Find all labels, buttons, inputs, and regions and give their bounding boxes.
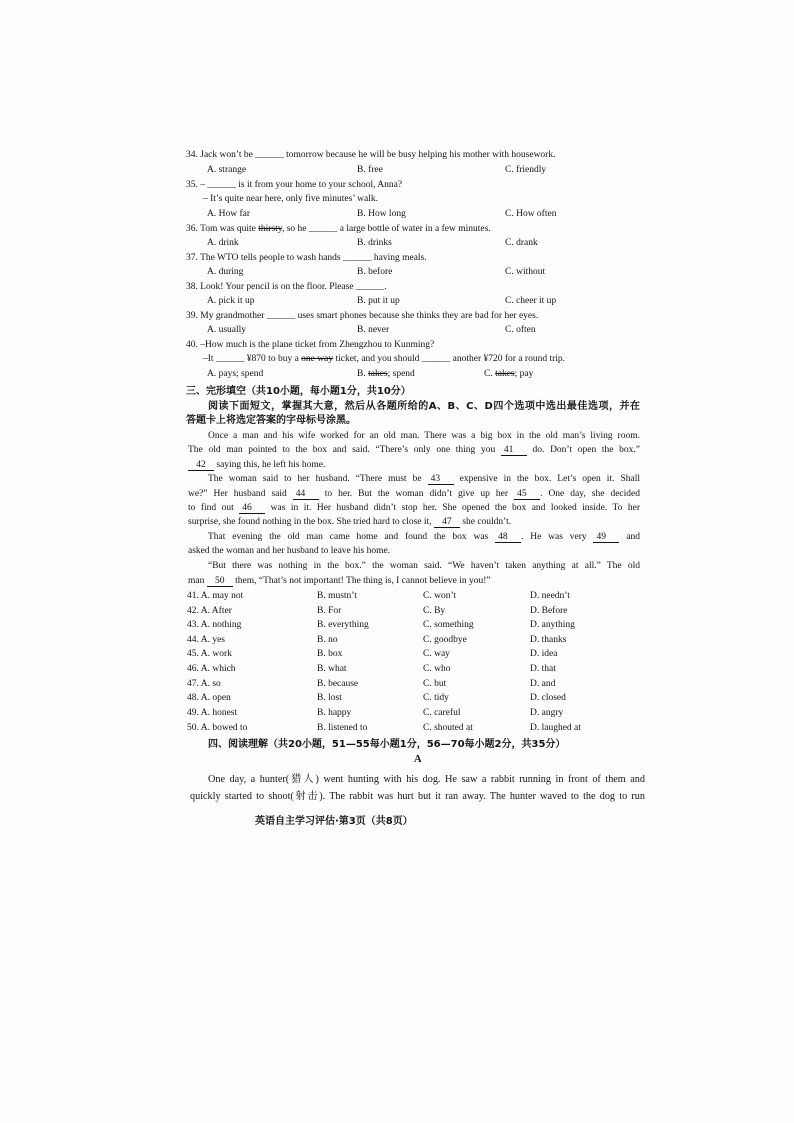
question-36-option-a: A. drink <box>207 238 239 248</box>
question-40-stem: 40. –How much is the plane ticket from Zhengzhou to Kunming? <box>186 340 435 350</box>
question-39-stem: 39. My grandmother ______ uses smart phones because she thinks they are bad for her eyes. <box>186 311 539 321</box>
cloze-blank-41: 41 <box>501 445 527 456</box>
passage-text: The woman said to her husband. “There must be <box>208 474 428 484</box>
question-37-option-c: C. without <box>505 267 546 277</box>
passage-text: saying this, he left his home. <box>214 460 326 470</box>
question-38-option-c: C. cheer it up <box>505 296 557 306</box>
cloze-blank-45: 45 <box>514 489 540 500</box>
cloze-option-44-d: D. thanks <box>530 635 567 645</box>
passage-text: to find out <box>188 503 240 513</box>
cloze-option-43-b: B. everything <box>317 620 369 630</box>
passage-text: was in it. Her husband didn’t stop her. She opened the box and looked inside. To her <box>265 503 640 513</box>
cloze-blank-44: 44 <box>293 489 319 500</box>
question-36-stem-start: 36. Tom was quite <box>186 224 259 234</box>
question-34-option-a: A. strange <box>207 165 247 175</box>
reading-passage-line: quickly started to shoot(射击). The rabbit was hurt but it ran away. The hunter waved to the dog to run <box>190 791 645 802</box>
cloze-passage-line: “But there was nothing in the box.” the woman said. “We haven’t taken anything at all.” The old <box>208 561 640 571</box>
cloze-option-47-a: 47. A. so <box>187 679 221 689</box>
cloze-passage-line <box>208 473 640 485</box>
reading-section-heading: 四、阅读理解（共20小题，51—55每小题1分，56—70每小题2分，共35分） <box>208 739 566 750</box>
cloze-option-47-c: C. but <box>423 679 447 689</box>
cloze-option-45-b: B. box <box>317 649 343 659</box>
cloze-option-41-a: 41. A. may not <box>187 591 244 601</box>
question-39-option-a: A. usually <box>207 325 247 335</box>
cloze-option-41-c: C. won’t <box>423 591 457 601</box>
passage-text: to her. But the woman didn’t give up her <box>318 489 515 499</box>
question-40-option-c <box>484 368 533 380</box>
cloze-passage-line <box>188 575 491 587</box>
cloze-option-46-a: 46. A. which <box>187 664 236 674</box>
passage-label: A <box>414 754 422 765</box>
question-35-option-b: B. How long <box>357 209 406 219</box>
cloze-passage-line <box>188 488 640 500</box>
passage-text: she couldn’t. <box>459 517 512 527</box>
passage-text: and <box>619 532 641 542</box>
cloze-option-43-a: 43. A. nothing <box>187 620 242 630</box>
cloze-passage-line <box>188 516 511 528</box>
cloze-option-45-c: C. way <box>423 649 450 659</box>
question-36-stem-end: , so he ______ a large bottle of water in a few minutes. <box>281 224 491 234</box>
cloze-blank-43: 43 <box>428 474 454 485</box>
question-35-option-c: C. How often <box>505 209 557 219</box>
cloze-option-42-c: C. By <box>423 606 446 616</box>
cloze-blank-46: 46 <box>239 503 265 514</box>
cloze-option-50-c: C. shouted at <box>423 723 473 733</box>
question-36-option-c: C. drank <box>505 238 538 248</box>
question-37-option-a: A. during <box>207 267 244 277</box>
cloze-option-50-d: D. laughed at <box>530 723 581 733</box>
cloze-option-50-a: 50. A. bowed to <box>187 723 248 733</box>
cloze-section-heading: 三、完形填空（共10小题，每小题1分，共10分） <box>186 386 411 397</box>
question-36-option-b: B. drinks <box>357 238 392 248</box>
option-c-letter: C. <box>484 369 496 379</box>
passage-text: expensive in the box. Let’s open it. Shall <box>453 474 640 484</box>
option-c-struck-word: takes <box>495 369 515 379</box>
cloze-option-47-b: B. because <box>317 679 359 689</box>
cloze-blank-47: 47 <box>434 517 460 528</box>
question-38-option-b: B. put it up <box>357 296 400 306</box>
passage-text: do. Don’t open the box.” <box>526 445 640 455</box>
question-39-option-b: B. never <box>357 325 390 335</box>
question-40-reply <box>203 353 565 365</box>
cloze-option-45-a: 45. A. work <box>187 649 232 659</box>
passage-text: . One day, she decided <box>540 489 640 499</box>
cloze-option-49-b: B. happy <box>317 708 352 718</box>
question-36-stem <box>186 223 491 235</box>
question-37-option-b: B. before <box>357 267 393 277</box>
question-39-option-c: C. often <box>505 325 536 335</box>
cloze-option-46-d: D. that <box>530 664 556 674</box>
cloze-option-48-b: B. lost <box>317 693 342 703</box>
cloze-option-44-c: C. goodbye <box>423 635 467 645</box>
passage-text: man <box>188 576 207 586</box>
option-b-struck-word: takes <box>368 369 388 379</box>
question-35-reply: – It’s quite near here, only five minutes’ walk. <box>203 194 378 204</box>
cloze-instruction-line-2: 答题卡上将选定答案的字母标号涂黑。 <box>186 415 356 426</box>
cloze-option-44-a: 44. A. yes <box>187 635 225 645</box>
cloze-blank-50: 50 <box>207 576 233 587</box>
question-34-option-b: B. free <box>357 165 383 175</box>
cloze-option-47-d: D. and <box>530 679 556 689</box>
cloze-option-48-a: 48. A. open <box>187 693 231 703</box>
cloze-blank-42: 42 <box>188 460 214 471</box>
cloze-option-42-b: B. For <box>317 606 342 616</box>
question-34-stem: 34. Jack won’t be ______ tomorrow because he will be busy helping his mother with housework. <box>186 150 556 160</box>
cloze-passage-line: Once a man and his wife worked for an old man. There was a big box in the old man’s living room. <box>208 431 640 441</box>
question-35-option-a: A. How far <box>207 209 251 219</box>
cloze-passage-line <box>188 459 325 471</box>
cloze-option-41-d: D. needn’t <box>530 591 570 601</box>
reading-passage-line: One day, a hunter(猎人) went hunting with his dog. He saw a rabbit running in front of them and <box>208 774 645 785</box>
passage-text: . He was very <box>521 532 594 542</box>
cloze-passage-line <box>208 531 640 543</box>
passage-text: them, “That’s not important! The thing is, I cannot believe in you!” <box>232 576 491 586</box>
cloze-option-42-a: 42. A. After <box>187 606 232 616</box>
cloze-blank-49: 49 <box>593 532 619 543</box>
passage-text: we?” Her husband said <box>188 489 293 499</box>
question-40-option-b <box>357 368 415 380</box>
question-36-struck-word: thirsty <box>258 224 282 234</box>
cloze-option-49-a: 49. A. honest <box>187 708 238 718</box>
question-40-reply-start: –It ______ ¥870 to buy a <box>203 354 302 364</box>
cloze-instruction-line-1: 阅读下面短文，掌握其大意，然后从各题所给的A、B、C、D四个选项中选出最佳选项，并在 <box>208 401 640 412</box>
question-40-option-a: A. pays; spend <box>207 369 264 379</box>
cloze-option-46-b: B. what <box>317 664 347 674</box>
cloze-option-42-d: D. Before <box>530 606 568 616</box>
question-35-stem: 35. – ______ is it from your home to your school, Anna? <box>186 180 403 190</box>
cloze-option-49-d: D. angry <box>530 708 564 718</box>
cloze-blank-48: 48 <box>495 532 521 543</box>
option-b-letter: B. <box>357 369 369 379</box>
passage-text: surprise, she found nothing in the box. She tried hard to close it, <box>188 517 434 527</box>
question-38-option-a: A. pick it up <box>207 296 255 306</box>
cloze-option-46-c: C. who <box>423 664 451 674</box>
question-34-option-c: C. friendly <box>505 165 547 175</box>
question-38-stem: 38. Look! Your pencil is on the floor. Please ______. <box>186 282 387 292</box>
cloze-passage-line <box>188 444 640 456</box>
cloze-passage-line <box>188 502 640 514</box>
cloze-option-45-d: D. idea <box>530 649 558 659</box>
option-c-rest: ; pay <box>514 369 534 379</box>
cloze-option-43-d: D. anything <box>530 620 575 630</box>
cloze-option-43-c: C. something <box>423 620 474 630</box>
cloze-option-48-c: C. tidy <box>423 693 449 703</box>
question-40-reply-end: ticket, and you should ______ another ¥720 for a round trip. <box>333 354 566 364</box>
cloze-option-49-c: C. careful <box>423 708 461 718</box>
question-37-stem: 37. The WTO tells people to wash hands ______ having meals. <box>186 253 427 263</box>
option-b-rest: ; spend <box>387 369 415 379</box>
cloze-option-44-b: B. no <box>317 635 338 645</box>
cloze-passage-line: asked the woman and her husband to leave his home. <box>188 546 391 556</box>
passage-text: The old man pointed to the box and said. “There’s only one thing you <box>188 445 501 455</box>
question-40-struck-words: one way <box>301 354 334 364</box>
page-footer: 英语自主学习评估·第3页（共8页） <box>255 816 413 827</box>
cloze-option-48-d: D. closed <box>530 693 566 703</box>
cloze-option-41-b: B. mustn’t <box>317 591 357 601</box>
cloze-option-50-b: B. listened to <box>317 723 368 733</box>
passage-text: That evening the old man came home and found the box was <box>208 532 496 542</box>
